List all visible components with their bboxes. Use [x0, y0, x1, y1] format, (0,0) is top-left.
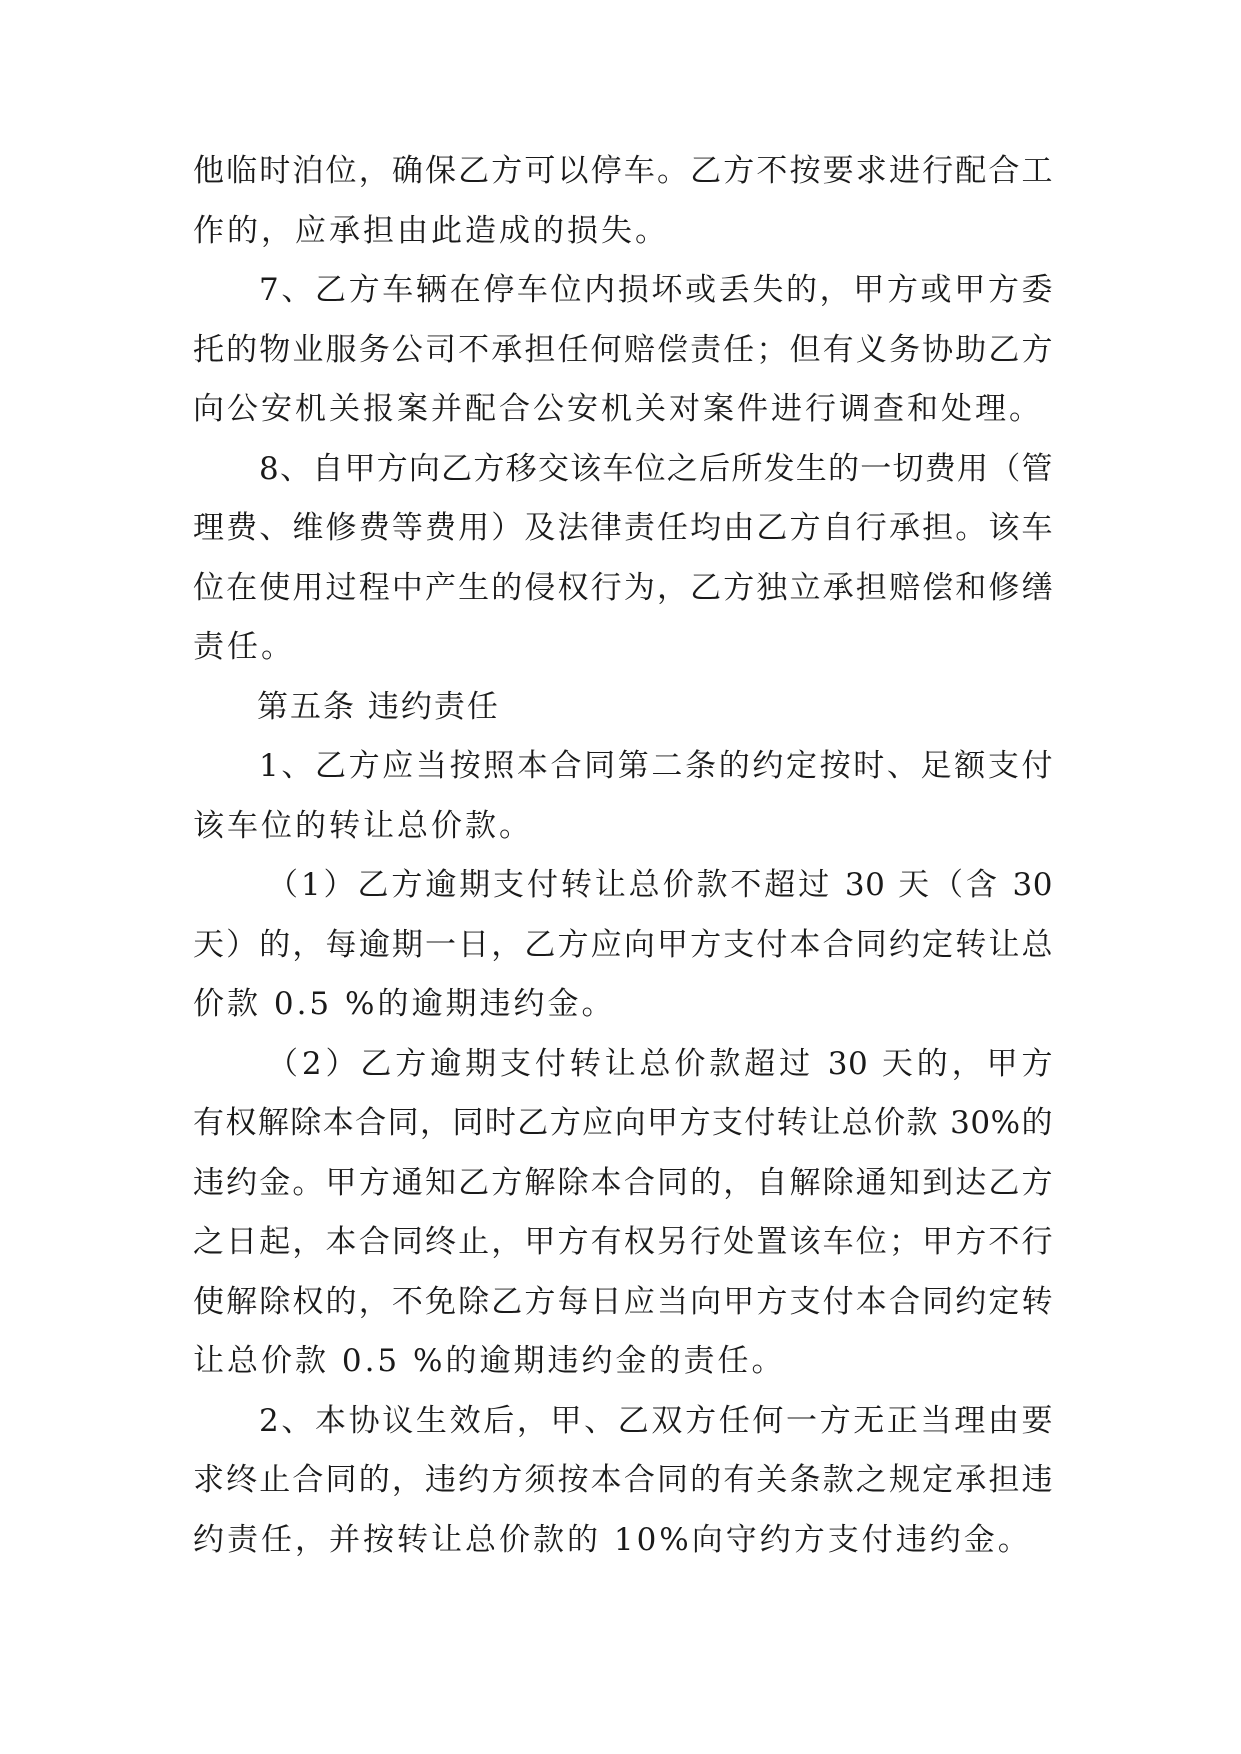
text-line: 有权解除本合同，同时乙方应向甲方支付转让总价款 30%的: [193, 1105, 1053, 1141]
text-line: 让总价款 0.5 %的逾期违约金的责任。: [193, 1343, 786, 1379]
text-line: 该车位的转让总价款。: [193, 807, 533, 844]
text-line: 使解除权的，不免除乙方每日应当向甲方支付本合同约定转: [193, 1283, 1053, 1320]
text-line: 之日起，本合同终止，甲方有权另行处置该车位；甲方不行: [193, 1224, 1053, 1260]
text-line: （2）乙方逾期支付转让总价款超过 30 天的，甲方: [267, 1045, 1053, 1082]
text-line: 7、乙方车辆在停车位内损坏或丢失的，甲方或甲方委: [259, 272, 1053, 308]
text-line: 8、自甲方向乙方移交该车位之后所发生的一切费用（管: [259, 450, 1053, 487]
text-line: 托的物业服务公司不承担任何赔偿责任；但有义务协助乙方: [193, 331, 1053, 368]
text-line: 作的，应承担由此造成的损失。: [193, 212, 669, 249]
text-line: 价款 0.5 %的逾期违约金。: [193, 986, 616, 1022]
text-line: 他临时泊位，确保乙方可以停车。乙方不按要求进行配合工: [193, 153, 1053, 189]
text-line: 责任。: [193, 629, 295, 665]
text-line: 求终止合同的，违约方须按本合同的有关条款之规定承担违: [193, 1462, 1053, 1498]
text-line: 理费、维修费等费用）及法律责任均由乙方自行承担。该车: [193, 510, 1053, 546]
text-line: 违约金。甲方通知乙方解除本合同的，自解除通知到达乙方: [193, 1164, 1053, 1201]
text-line: 天）的，每逾期一日，乙方应向甲方支付本合同约定转让总: [193, 926, 1053, 963]
text-line: （1）乙方逾期支付转让总价款不超过 30 天（含 30: [267, 867, 1053, 903]
text-line: 位在使用过程中产生的侵权行为，乙方独立承担赔偿和修缮: [193, 569, 1053, 606]
document-body: [193, 142, 1053, 1570]
text-line: 约责任，并按转让总价款的 10%向守约方支付违约金。: [193, 1521, 1032, 1558]
text-line: 2、本协议生效后，甲、乙双方任何一方无正当理由要: [259, 1402, 1053, 1439]
text-line: 1、乙方应当按照本合同第二条的约定按时、足额支付: [259, 748, 1053, 784]
section-heading: 第五条 违约责任: [257, 688, 500, 725]
text-line: 向公安机关报案并配合公安机关对案件进行调查和处理。: [193, 391, 1043, 427]
